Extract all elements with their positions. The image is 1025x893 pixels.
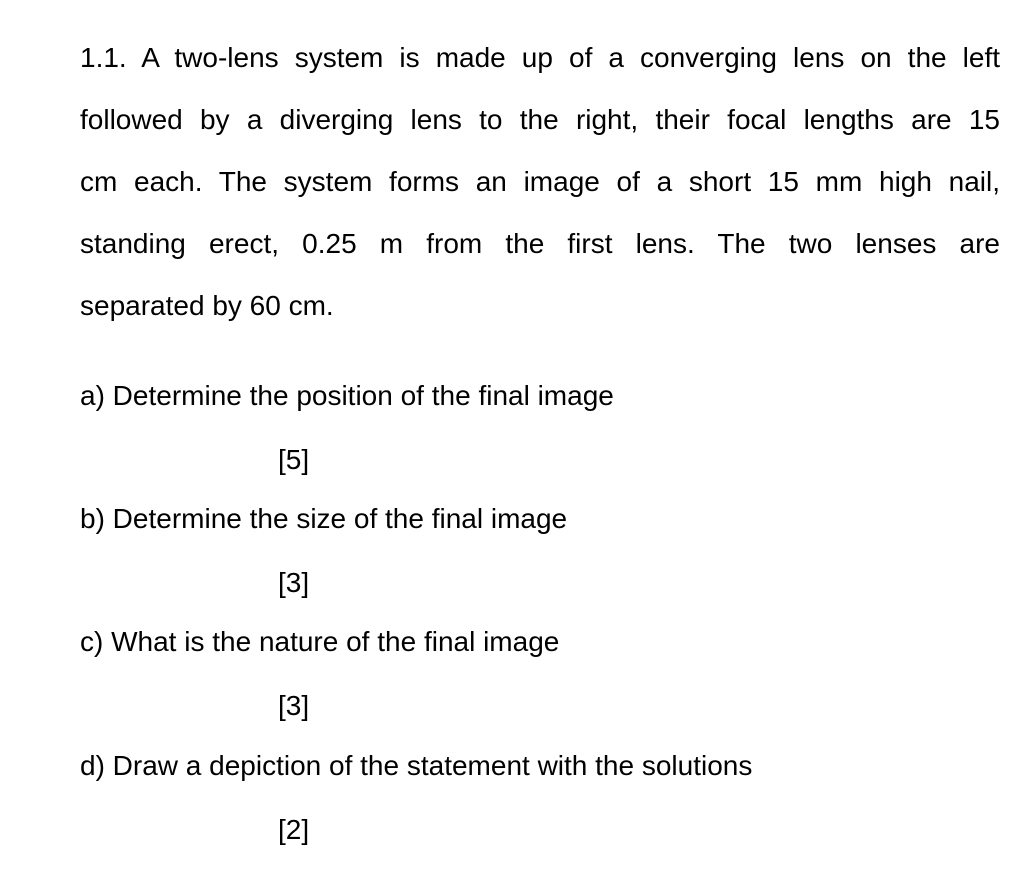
problem-line-5: separated by 60 cm. (80, 290, 334, 321)
problem-statement (80, 27, 1000, 337)
problem-line-3: cm each. The system forms an image of a short 15 mm high nail, (80, 166, 1000, 197)
question-d: d) Draw a depiction of the statement with the solutions (80, 750, 753, 781)
problem-line-1: 1.1. A two-lens system is made up of a converging lens on the left (80, 42, 1000, 73)
problem-line-2: followed by a diverging lens to the right, their focal lengths are 15 (80, 104, 1000, 135)
question-d-marks: [2] (278, 814, 310, 845)
question-a: a) Determine the position of the final image (80, 380, 614, 411)
question-a-marks: [5] (278, 444, 310, 475)
question-b: b) Determine the size of the final image (80, 503, 568, 534)
question-b-marks: [3] (278, 567, 310, 598)
question-c: c) What is the nature of the final image (80, 626, 560, 657)
question-c-marks: [3] (278, 690, 310, 721)
problem-line-4: standing erect, 0.25 m from the first lens. The two lenses are (80, 228, 1000, 259)
